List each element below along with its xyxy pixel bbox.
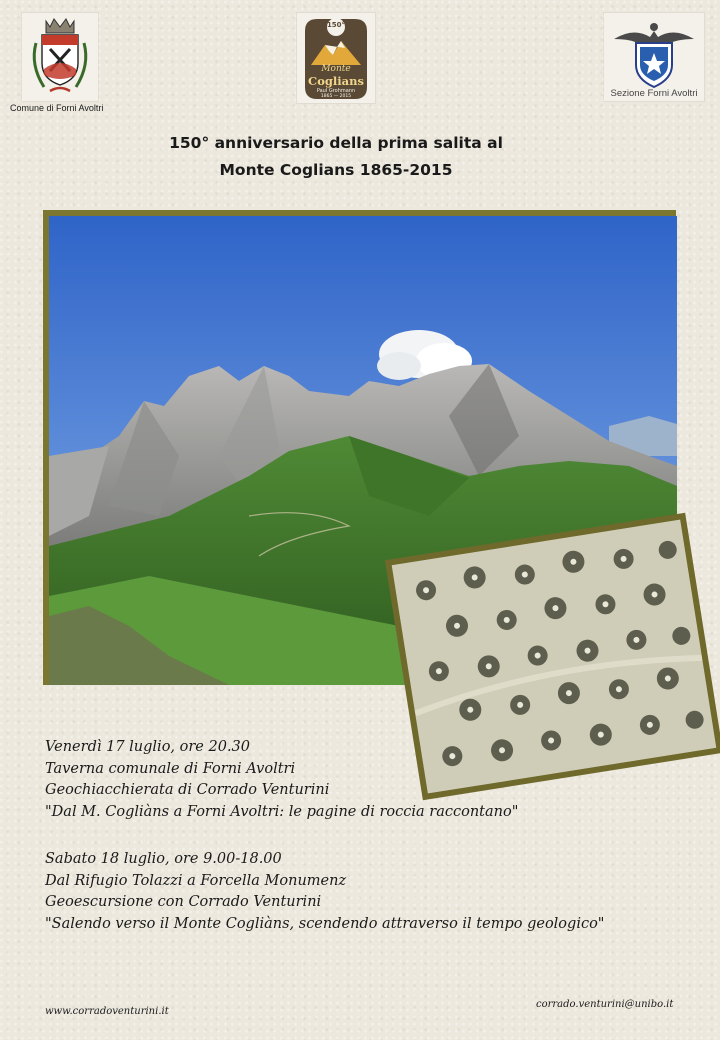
anniversary-years: 1865 — 2015 — [320, 94, 352, 99]
event-friday-quote: "Dal M. Cogliàns a Forni Avoltri: le pagine di roccia raccontano" — [45, 803, 519, 820]
event-friday-where: Taverna comunale di Forni Avoltri — [45, 760, 296, 777]
cai-caption: Sezione Forni Avoltri — [610, 88, 698, 99]
title-line-1: 150° anniversario della prima salita al — [169, 134, 503, 152]
event-saturday-when: Sabato 18 luglio, ore 9.00-18.00 — [45, 851, 282, 867]
event-saturday — [45, 849, 604, 935]
event-friday-what: Geochiacchierata di Corrado Venturini — [45, 782, 330, 798]
coat-of-arms-icon — [22, 13, 98, 101]
event-friday-when: Venerdì 17 luglio, ore 20.30 — [45, 739, 251, 755]
anniversary-number: 150° — [326, 21, 346, 29]
event-saturday-quote: "Salendo verso il Monte Cogliàns, scendendo attraverso il tempo geologico" — [45, 915, 605, 932]
website-link[interactable]: www.corradoventurini.it — [45, 1006, 169, 1017]
event-saturday-what: Geoescursione con Corrado Venturini — [45, 894, 322, 910]
title-line-2: Monte Coglians 1865-2015 — [219, 161, 453, 179]
event-friday — [45, 737, 518, 823]
email-link[interactable]: corrado.venturini@unibo.it — [536, 999, 674, 1010]
anniversary-line1: Monte — [321, 64, 351, 74]
comune-coat-of-arms — [22, 13, 98, 101]
comune-caption: Comune di Forni Avoltri — [10, 103, 104, 113]
event-saturday-where: Dal Rifugio Tolazzi a Forcella Monumenz — [45, 872, 347, 889]
anniversary-logo — [297, 13, 375, 103]
anniversary-line2: Coglians — [308, 74, 364, 88]
anniversary-person: Paul Grohmann — [316, 88, 356, 94]
